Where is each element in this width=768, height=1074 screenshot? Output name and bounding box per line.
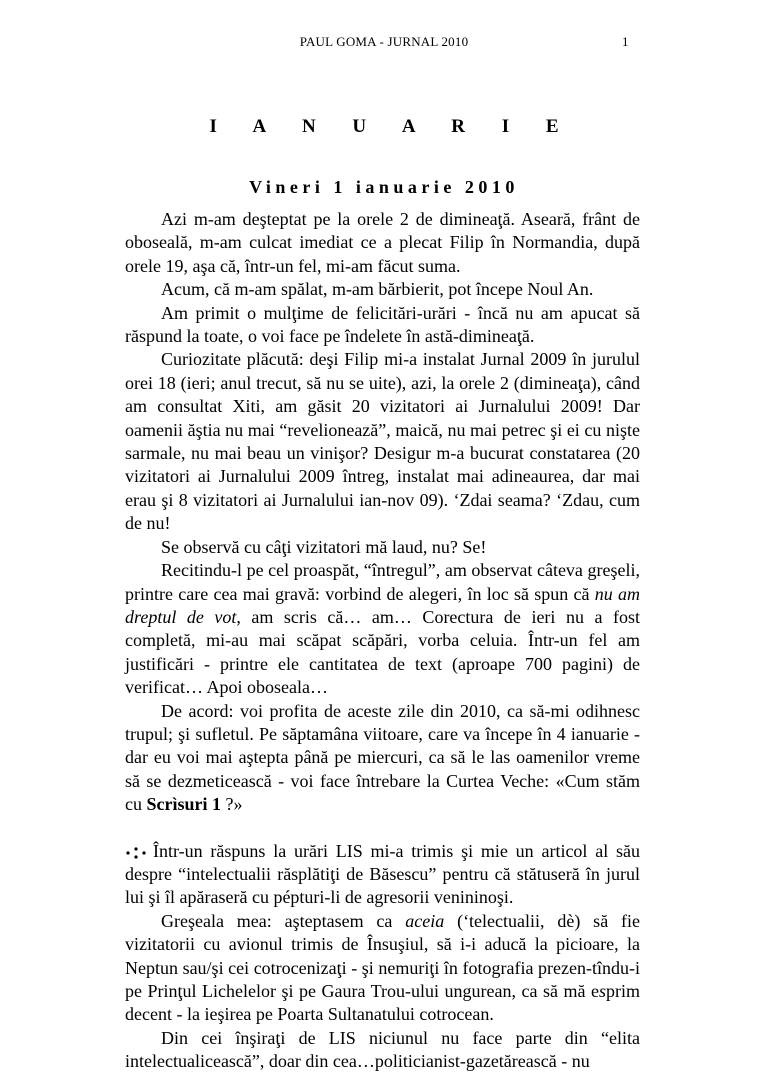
paragraph: Azi m-am deşteptat pe la orele 2 de dimineaţă. Aseară, frânt de oboseală, m-am culcat imediat ce a plecat Filip în Normandia, după orele 19, aşa că, într-un fel, mi-am făcut suma. (125, 209, 640, 276)
italic-text: aceia (405, 910, 445, 931)
text-run: ?» (221, 794, 243, 815)
paragraph: Acum, că m-am spălat, m-am bărbierit, pot începe Noul An. (161, 279, 594, 300)
paragraph (125, 700, 640, 817)
text-run: (‘telectualii, dè) să fie vizitatorii cu avionul trimis de Însuşiul, să i-i aducă la picioare, la Neptun sau/şi cei cotrocenizaţi - şi nemuriţi în fotografia prezen-tîndu-i pe Prinţul Lichelelor şi pe Gaura Trou-ului ungurean, ca să mă e (125, 910, 640, 1001)
paragraph: Am primit o mulţime de felicitări-urări - încă nu am apucat să răspund la toate, o voi face pe îndelete în astă-dimineaţă. (125, 302, 640, 347)
text-run: Recitindu-l pe cel proaspăt, “întregul”, am observat câteva greşeli, printre care cea mai gravă: vorbind de alegeri, în loc să spun că (125, 560, 640, 604)
text-run: prim decent - la ieşirea pe Poarta Sultanatului cotrocean. (125, 981, 640, 1025)
month-title: I A N U A R I E (209, 116, 575, 137)
page-number: 1 (622, 34, 629, 49)
paragraph: Curiozitate plăcută: deşi Filip mi-a instalat Jurnal 2009 în jurulul orei 18 (ieri; anul trecut, să nu se uite), azi, la orele 2 (dimineaţa), când am consultat Xiti, am găsit 20 vizitatori ai Jurnalului 2009! Dar oamenii ăştia nu mai “revelionează”, maică, nu mai petrec şi ei cu nişte sarmale, nu mai beau un vinişor? Desigur m-a bucurat constatarea (20 vizitatori ai Jurnalului 2009 întreg, instalat mai adineaurea, dar mai erau şi 8 vizitatori ai Jurnalului ian-nov 09). ‘Zdai seama? ‘Zdau, cum de nu! (125, 349, 640, 534)
paragraph: Din cei înşiraţi de LIS niciunul nu face parte din “elita intelectualicească”, doar din cea…politicianist-gazetărească - nu (125, 1027, 640, 1072)
running-title: PAUL GOMA - JURNAL 2010 (299, 34, 469, 49)
text-run: De acord: voi profita de aceste zile din 2010, ca să-mi odihnesc trupul; şi sufletul. Pe săptamâna viitoare, care va începe în 4 ianuarie - dar eu voi mai aştepta până pe miercuri, ca să le las oamenilor vreme să se dezmeticească - voi face întrebare la Curtea Veche: «Cum stăm cu (125, 700, 640, 815)
text-run: Greşeala mea: aşteptasem ca (161, 910, 406, 931)
paragraph (125, 559, 640, 699)
paragraph (125, 910, 640, 1027)
italic-text: nu am dreptul de vot (125, 583, 640, 627)
section-separator-icon (125, 841, 153, 864)
text-run: , am scris că… am… Corectura de ieri nu a fost completă, mi-au mai scăpat scăpări, vorba celuia. Într-un fel am justificări - printre ele cantitatea de text (aproape 700 pagini) de verificat… Apoi oboseala… (125, 606, 640, 698)
entry-date: Vineri 1 ianuarie 2010 (249, 177, 519, 197)
paragraph (125, 840, 640, 910)
journal-body (125, 208, 640, 1074)
bold-text: Scrìsuri 1 (146, 794, 221, 815)
italic-text: s (598, 981, 606, 1001)
text-run: Într-un răspuns la urări LIS mi-a trimis şi mie un articol al său despre “intelectualii răsplătiţi de Băsescu” pentru că stătuseră în jurul lui şi îl apăraseră cu pépturi-li de agresorii venininoşi. (125, 840, 640, 908)
paragraph: Se observă cu câţi vizitatori mă laud, nu? Se! (161, 536, 487, 557)
